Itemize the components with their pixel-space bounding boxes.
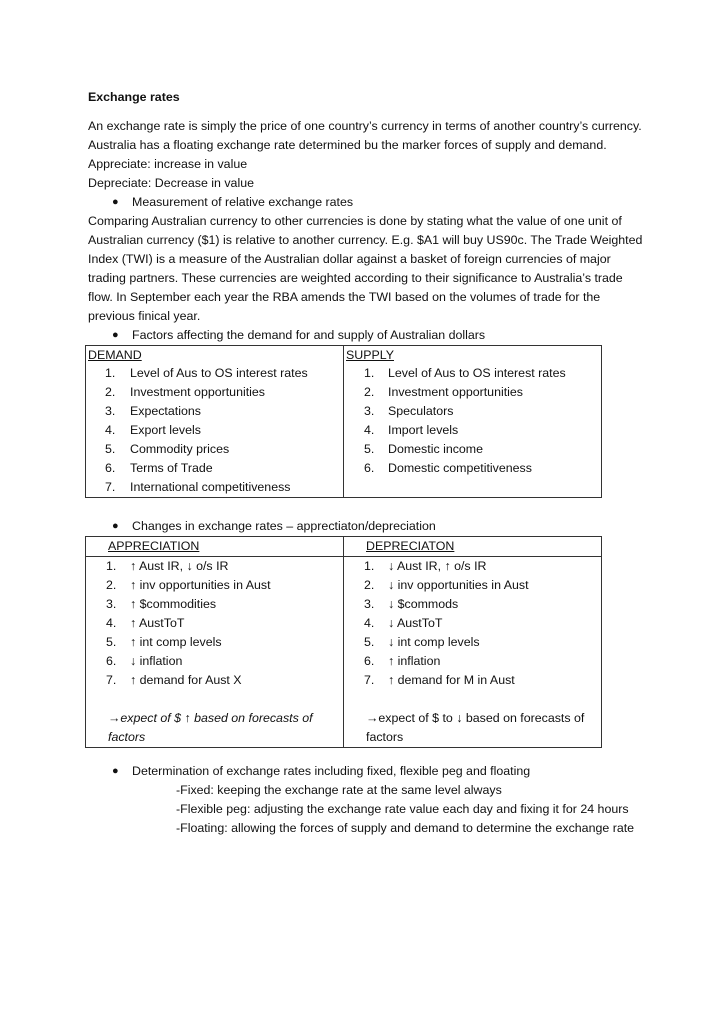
list-item: 2. Investment opportunities — [364, 385, 523, 399]
bullet-changes-text: Changes in exchange rates – apprectiaton/depreciation — [132, 519, 436, 533]
list-item: 1. Level of Aus to OS interest rates — [105, 366, 308, 380]
flexible-peg-definition: -Flexible peg: adjusting the exchange rate value each day and fixing it for 24 hours — [176, 802, 629, 816]
page-title: Exchange rates — [88, 90, 180, 104]
appreciation-header: APPRECIATION — [108, 539, 200, 553]
bullet-factors-text: Factors affecting the demand for and supply of Australian dollars — [132, 328, 486, 342]
list-item: 6. Domestic competitiveness — [364, 461, 532, 475]
document-body — [88, 88, 648, 838]
appreciation-column — [86, 557, 344, 748]
list-item: 1. ↓ Aust IR, ↑ o/s IR — [364, 559, 487, 573]
list-item: 3. ↑ $commodities — [106, 597, 217, 611]
depreciation-header-cell — [344, 537, 602, 557]
bullet-measurement — [88, 193, 648, 212]
list-item: 3. ↓ $commods — [364, 597, 459, 611]
depreciation-note: →expect of $ to ↓ based on forecasts of factors — [366, 711, 585, 744]
list-item: 1. ↑ Aust IR, ↓ o/s IR — [106, 559, 229, 573]
list-item: 5. Domestic income — [364, 442, 484, 456]
appreciate-definition: Appreciate: increase in value — [88, 157, 248, 171]
bullet-factors — [88, 326, 648, 345]
list-item: 3. Expectations — [105, 404, 201, 418]
list-item: 2. ↑ inv opportunities in Aust — [106, 578, 271, 592]
supply-column — [344, 346, 602, 498]
list-item: 6. ↑ inflation — [364, 654, 441, 668]
appreciation-list — [86, 557, 343, 690]
changes-table — [85, 536, 602, 748]
bullet-icon: ● — [112, 520, 119, 532]
depreciate-definition: Depreciate: Decrease in value — [88, 176, 254, 190]
list-item: 7. International competitiveness — [105, 480, 291, 494]
bullet-icon: ● — [112, 196, 119, 208]
depreciation-list — [344, 557, 601, 690]
intro-paragraph: An exchange rate is simply the price of one country’s currency in terms of another country’s currency. Australia has a floating exchange rate determined bu the marker forces of supply and demand. — [88, 119, 642, 152]
list-item: 2. ↓ inv opportunities in Aust — [364, 578, 529, 592]
appreciation-note: →expect of $ ↑ based on forecasts of factors — [108, 711, 313, 744]
list-item: 4. ↑ AustToT — [106, 616, 185, 630]
floating-definition: -Floating: allowing the forces of supply and demand to determine the exchange rate — [176, 821, 635, 835]
bullet-determination-text: Determination of exchange rates including fixed, flexible peg and floating — [132, 764, 531, 778]
bullet-measurement-text: Measurement of relative exchange rates — [132, 195, 354, 209]
list-item: 4. Export levels — [105, 423, 201, 437]
list-item: 7. ↑ demand for Aust X — [106, 673, 242, 687]
list-item: 6. ↓ inflation — [106, 654, 183, 668]
appreciation-header-cell — [86, 537, 344, 557]
list-item: 5. Commodity prices — [105, 442, 230, 456]
list-item: 4. Import levels — [364, 423, 459, 437]
bullet-icon: ● — [112, 329, 119, 341]
factors-table — [85, 345, 602, 498]
measurement-paragraph: Comparing Australian currency to other currencies is done by stating what the value of one unit of Australian currency ($1) is relative to another currency. E.g. $A1 will buy US90c. The Trade Weighted Index (TWI) is a measure of the Australian dollar against a basket of foreign currencies of major trading partners. These currencies are weighted according to their significance to Australia’s trade flow. In September each year the RBA amends the TWI based on the volumes of trade for the previous finical year. — [88, 214, 643, 323]
demand-header: DEMAND — [88, 348, 142, 362]
supply-header: SUPPLY — [346, 348, 394, 362]
supply-list — [344, 364, 601, 478]
bullet-icon: ● — [112, 765, 119, 777]
bullet-determination — [88, 762, 648, 781]
list-item: 1. Level of Aus to OS interest rates — [364, 366, 566, 380]
depreciation-column — [344, 557, 602, 748]
demand-column — [86, 346, 344, 498]
demand-list — [86, 364, 343, 497]
list-item: 6. Terms of Trade — [105, 461, 213, 475]
list-item: 5. ↑ int comp levels — [106, 635, 222, 649]
fixed-definition: -Fixed: keeping the exchange rate at the same level always — [176, 783, 502, 797]
bullet-changes — [88, 517, 648, 536]
list-item: 4. ↓ AustToT — [364, 616, 443, 630]
list-item: 3. Speculators — [364, 404, 454, 418]
list-item: 2. Investment opportunities — [105, 385, 265, 399]
list-item: 5. ↓ int comp levels — [364, 635, 480, 649]
list-item: 7. ↑ demand for M in Aust — [364, 673, 515, 687]
depreciation-header: DEPRECIATON — [366, 539, 455, 553]
